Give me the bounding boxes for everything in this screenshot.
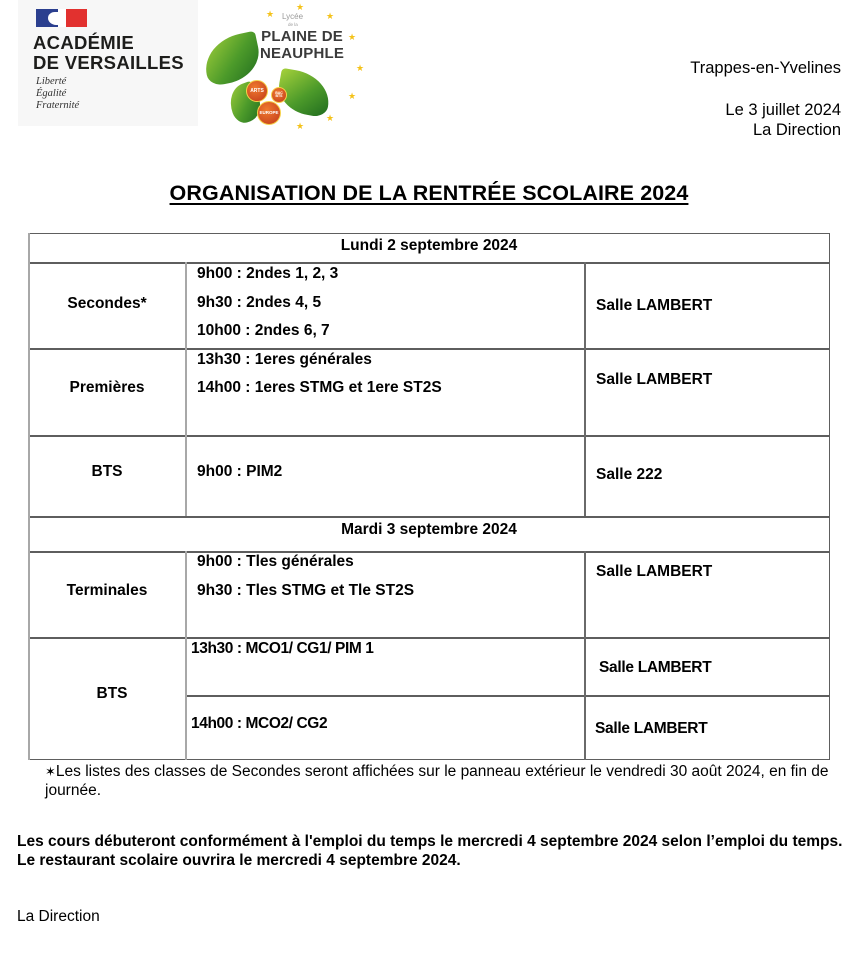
room: Salle LAMBERT xyxy=(596,563,713,580)
slot: 14h00 : MCO2/ CG2 xyxy=(191,715,328,732)
academie-versailles-logo xyxy=(18,0,198,126)
slot: 9h30 : Tles STMG et Tle ST2S xyxy=(197,582,415,599)
letter-signature-top: La Direction xyxy=(752,121,841,139)
slot: 9h00 : Tles générales xyxy=(197,553,354,570)
star-icon: ★ xyxy=(348,91,357,101)
lycee-name: PLAINE DE NEAUPHLE xyxy=(260,28,345,62)
slot: 14h00 : 1eres STMG et 1ere ST2S xyxy=(197,379,442,396)
letter-date: Le 3 juillet 2024 xyxy=(725,101,841,119)
republic-motto: Liberté Égalité Fraternité xyxy=(36,76,80,111)
star-icon: ★ xyxy=(266,9,275,19)
badge-bac-bts: BAC BTS xyxy=(271,87,287,103)
cafeteria-text: Le restaurant scolaire ouvrira le mercredi 4 septembre 2024. xyxy=(17,852,461,869)
slot: 13h30 : 1eres générales xyxy=(197,351,372,368)
level-secondes: Secondes* xyxy=(67,295,147,312)
star-icon: ★ xyxy=(356,63,365,73)
room: Salle LAMBERT xyxy=(596,297,713,314)
col-divider xyxy=(584,551,586,760)
classes-start-text: Les cours débuteront conformément à l'emploi du temps le mercredi 4 septembre 2024 selon l’emploi du temps. xyxy=(17,833,843,850)
row-divider xyxy=(186,695,830,697)
room: Salle 222 xyxy=(596,466,663,483)
slot: 9h30 : 2ndes 4, 5 xyxy=(197,294,322,311)
row-divider xyxy=(28,637,830,639)
page-title: ORGANISATION DE LA RENTRÉE SCOLAIRE 2024 xyxy=(169,181,689,205)
row-divider xyxy=(28,516,830,518)
star-icon: ★ xyxy=(296,2,305,12)
ginkgo-leaf-icon xyxy=(200,31,264,88)
room: Salle LAMBERT xyxy=(599,659,712,676)
lycee-plaine-de-neauphle-logo: ★ ★ ★ ★ ★ ★ ★ ★ Lycée de la PLAINE DE NEAUPHLE ARTS BAC BTS EUROPE xyxy=(198,0,376,135)
row-divider xyxy=(28,435,830,437)
schedule-table xyxy=(28,233,830,760)
star-icon: ★ xyxy=(326,113,335,123)
info-block xyxy=(17,832,852,870)
room: Salle LAMBERT xyxy=(595,720,708,737)
star-icon: ★ xyxy=(326,11,335,21)
badge-europe: EUROPE xyxy=(257,101,281,125)
day-header-monday: Lundi 2 septembre 2024 xyxy=(340,237,518,254)
slot: 10h00 : 2ndes 6, 7 xyxy=(197,322,330,339)
star-icon: ★ xyxy=(348,32,357,42)
row-divider xyxy=(28,551,830,553)
col-divider xyxy=(584,262,586,516)
row-divider xyxy=(28,348,830,350)
day-header-tuesday: Mardi 3 septembre 2024 xyxy=(341,521,517,538)
place-text: Trappes-en-Yvelines xyxy=(690,59,841,77)
footnote: ✶Les listes des classes de Secondes seront affichées sur le panneau extérieur le vendredi 30 août 2024, en fin de journée. xyxy=(45,763,829,799)
slot: 13h30 : MCO1/ CG1/ PIM 1 xyxy=(191,640,374,657)
marianne-flag-icon xyxy=(36,9,87,27)
level-bts: BTS xyxy=(96,685,128,702)
academie-name: ACADÉMIE DE VERSAILLES xyxy=(33,32,184,73)
asterisk-icon: ✶ xyxy=(45,764,56,779)
row-divider xyxy=(28,262,830,264)
level-premieres: Premières xyxy=(69,379,145,396)
star-icon: ★ xyxy=(296,121,305,131)
level-terminales: Terminales xyxy=(66,582,148,599)
badge-arts: ARTS xyxy=(246,80,268,102)
closing-signature: La Direction xyxy=(17,908,100,925)
date-block xyxy=(725,100,841,140)
room: Salle LAMBERT xyxy=(596,371,713,388)
slot: 9h00 : PIM2 xyxy=(197,463,283,480)
slot: 9h00 : 2ndes 1, 2, 3 xyxy=(197,265,339,282)
level-bts: BTS xyxy=(91,463,123,480)
